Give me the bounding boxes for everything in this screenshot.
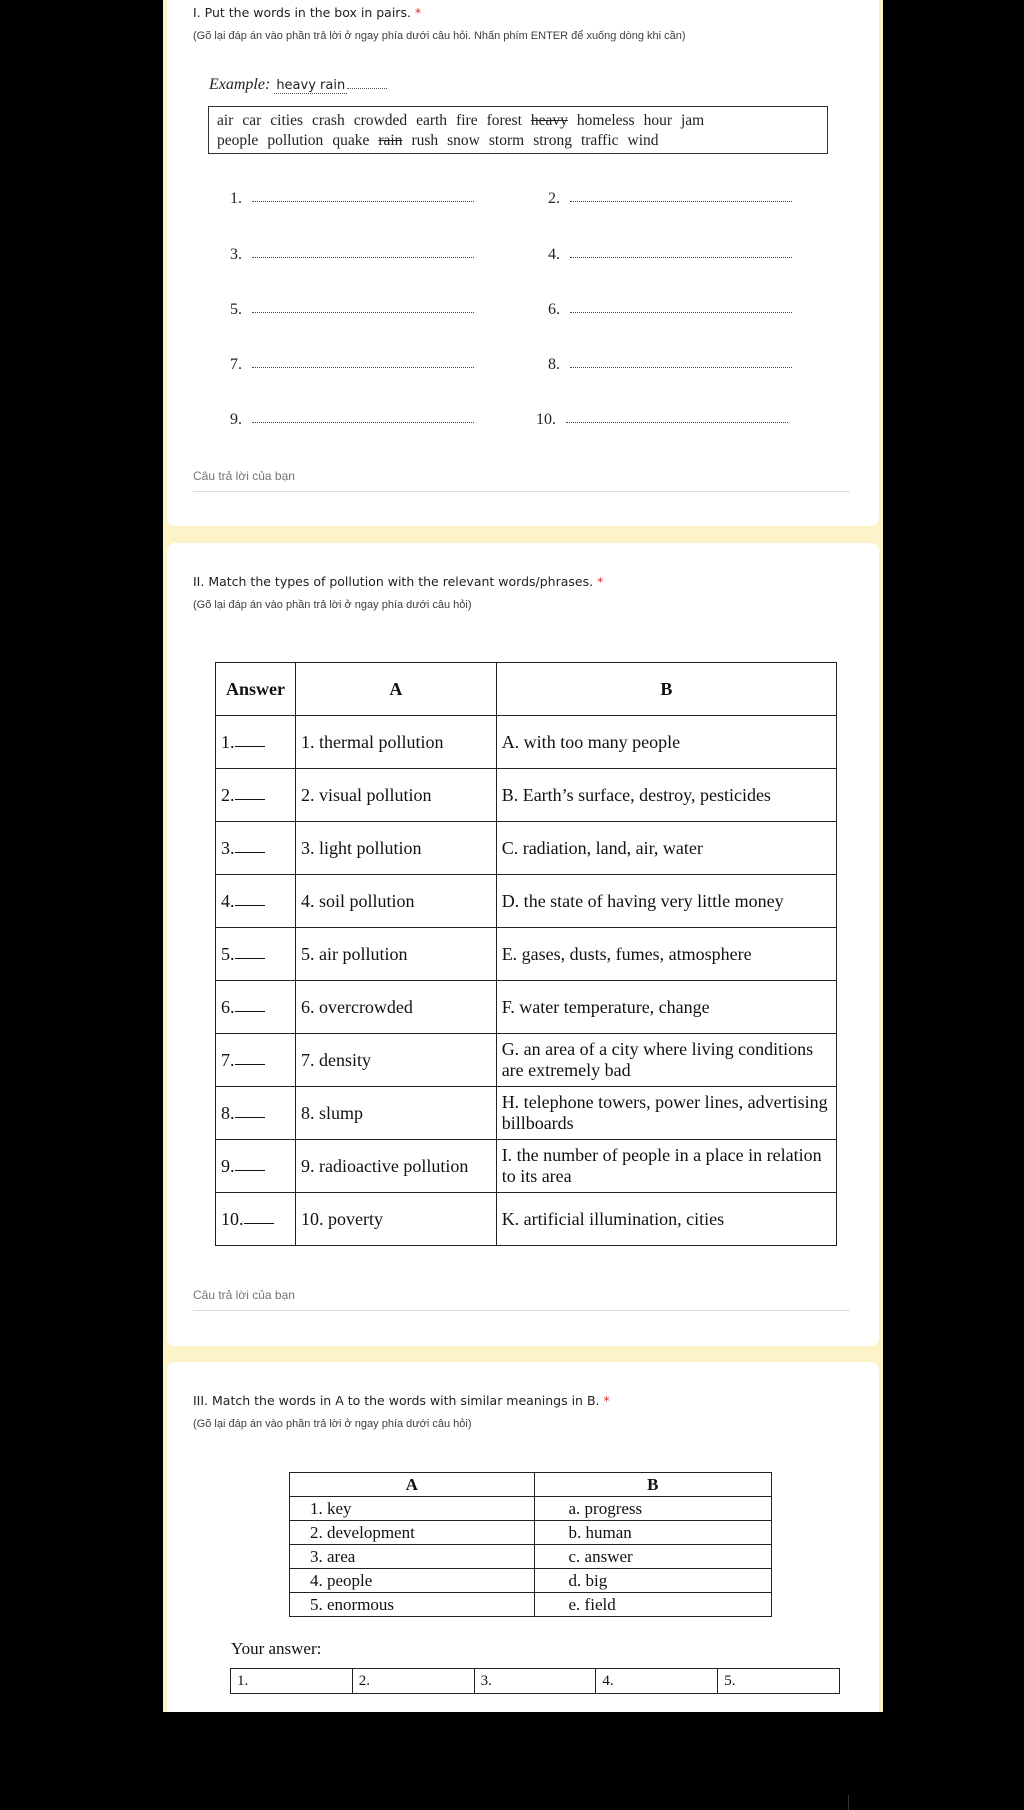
column-a-cell: 1. thermal pollution [295, 716, 496, 769]
table-row [290, 1593, 772, 1617]
answer-cell: 1. [216, 716, 296, 769]
blank-2: 2. [548, 190, 792, 208]
column-a-cell: 1. key [290, 1497, 535, 1521]
word-box-word: hour [643, 112, 672, 129]
column-a-cell: 10. poverty [295, 1193, 496, 1246]
header-a: A [290, 1473, 535, 1497]
header-answer: Answer [216, 663, 296, 716]
word-box-word: heavy [530, 112, 568, 129]
answer-cell: 3. [216, 822, 296, 875]
question-description: (Gõ lại đáp án vào phần trả lời ở ngay phía dưới câu hỏi) [193, 599, 472, 611]
table-row [216, 928, 837, 981]
header-a: A [295, 663, 496, 716]
blank-4: 4. [548, 246, 792, 264]
answer-input[interactable]: Câu trả lời của bạn [193, 1288, 295, 1302]
table-row [216, 716, 837, 769]
answer-cell: 4. [216, 875, 296, 928]
word-box-word: strong [533, 132, 572, 149]
word-box-word: forest [486, 112, 522, 129]
table-row [216, 1087, 837, 1140]
word-box-word: traffic [580, 132, 619, 149]
question-description: (Gõ lại đáp án vào phần trả lời ở ngay phía dưới câu hỏi. Nhấn phím ENTER để xuống dòng khi cần) [193, 30, 686, 42]
column-b-cell: C. radiation, land, air, water [496, 822, 836, 875]
question-description: (Gõ lại đáp án vào phần trả lời ở ngay phía dưới câu hỏi) [193, 1418, 472, 1430]
column-b-cell: e. field [534, 1593, 771, 1617]
header-b: B [534, 1473, 771, 1497]
column-a-cell: 6. overcrowded [295, 981, 496, 1034]
column-a-cell: 9. radioactive pollution [295, 1140, 496, 1193]
example-line [209, 76, 387, 94]
blank-5: 5. [230, 301, 474, 319]
column-b-cell: E. gases, dusts, fumes, atmosphere [496, 928, 836, 981]
answer-cell: 8. [216, 1087, 296, 1140]
column-a-cell: 4. soil pollution [295, 875, 496, 928]
blank-7: 7. [230, 356, 474, 374]
table-header-row [290, 1473, 772, 1497]
column-b-cell: B. Earth’s surface, destroy, pesticides [496, 769, 836, 822]
text-cursor [848, 1795, 849, 1810]
word-box-word: air [217, 112, 234, 129]
table-row [216, 875, 837, 928]
word-box-word: cities [270, 112, 303, 129]
column-b-cell: K. artificial illumination, cities [496, 1193, 836, 1246]
word-box-row-1 [217, 111, 819, 131]
word-box-word: car [242, 112, 262, 129]
table-row [290, 1545, 772, 1569]
word-box-word: pollution [267, 132, 324, 149]
column-b-cell: D. the state of having very little money [496, 875, 836, 928]
column-b-cell: a. progress [534, 1497, 771, 1521]
answer-slots-row [231, 1669, 840, 1694]
column-a-cell: 3. light pollution [295, 822, 496, 875]
word-box-word: jam [681, 112, 705, 129]
answer-underline [193, 491, 850, 492]
example-label: Example: [209, 76, 271, 93]
table-row [216, 822, 837, 875]
column-a-cell: 2. development [290, 1521, 535, 1545]
word-box-word: people [217, 132, 259, 149]
column-b-cell: G. an area of a city where living conditions are extremely bad [496, 1034, 836, 1087]
question-card-1 [167, 0, 879, 526]
word-box [208, 106, 828, 154]
blank-10: 10. [536, 411, 788, 429]
column-b-cell: d. big [534, 1569, 771, 1593]
blank-6: 6. [548, 301, 792, 319]
similar-meaning-table [289, 1472, 772, 1617]
column-b-cell: A. with too many people [496, 716, 836, 769]
answer-cell: 10. [216, 1193, 296, 1246]
header-b: B [496, 663, 836, 716]
answer-slot-3: 3. [474, 1669, 596, 1694]
answer-slot-5: 5. [718, 1669, 840, 1694]
column-a-cell: 8. slump [295, 1087, 496, 1140]
table-row [216, 1140, 837, 1193]
answer-slot-2: 2. [352, 1669, 474, 1694]
column-a-cell: 2. visual pollution [295, 769, 496, 822]
word-box-word: snow [447, 132, 480, 149]
word-box-row-2 [217, 131, 819, 151]
word-box-word: fire [456, 112, 478, 129]
example-answer: heavy rain [276, 78, 346, 93]
answer-slot-4: 4. [596, 1669, 718, 1694]
column-a-cell: 7. density [295, 1034, 496, 1087]
blank-9: 9. [230, 411, 474, 429]
word-box-word: storm [488, 132, 525, 149]
table-row [216, 769, 837, 822]
blank-1: 1. [230, 190, 474, 208]
word-box-word: crash [312, 112, 345, 129]
column-a-cell: 5. enormous [290, 1593, 535, 1617]
word-box-word: quake [332, 132, 370, 149]
table-row [216, 1193, 837, 1246]
answer-cell: 2. [216, 769, 296, 822]
your-answer-table [230, 1668, 840, 1694]
column-b-cell: H. telephone towers, power lines, advertising billboards [496, 1087, 836, 1140]
blank-3: 3. [230, 246, 474, 264]
word-box-word: earth [416, 112, 448, 129]
column-b-cell: b. human [534, 1521, 771, 1545]
table-row [216, 1034, 837, 1087]
question-title: I. Put the words in the box in pairs. * [193, 5, 422, 20]
answer-cell: 7. [216, 1034, 296, 1087]
question-title: II. Match the types of pollution with the relevant words/phrases. * [193, 574, 604, 589]
answer-slot-1: 1. [231, 1669, 353, 1694]
answer-cell: 9. [216, 1140, 296, 1193]
table-row [290, 1521, 772, 1545]
pollution-match-table [215, 662, 837, 1246]
question-card-2 [167, 543, 879, 1346]
word-box-word: wind [627, 132, 659, 149]
table-row [290, 1497, 772, 1521]
column-b-cell: I. the number of people in a place in relation to its area [496, 1140, 836, 1193]
column-a-cell: 4. people [290, 1569, 535, 1593]
word-box-word: homeless [576, 112, 635, 129]
table-row [216, 981, 837, 1034]
your-answer-label: Your answer: [231, 1639, 322, 1658]
question-title: III. Match the words in A to the words with similar meanings in B. * [193, 1393, 610, 1408]
table-row [290, 1569, 772, 1593]
column-a-cell: 3. area [290, 1545, 535, 1569]
answer-cell: 6. [216, 981, 296, 1034]
table-header-row [216, 663, 837, 716]
column-b-cell: c. answer [534, 1545, 771, 1569]
blank-8: 8. [548, 356, 792, 374]
word-box-word: rush [411, 132, 439, 149]
column-b-cell: F. water temperature, change [496, 981, 836, 1034]
answer-cell: 5. [216, 928, 296, 981]
answer-underline [193, 1310, 850, 1311]
column-a-cell: 5. air pollution [295, 928, 496, 981]
word-box-word: rain [378, 132, 403, 149]
answer-input[interactable]: Câu trả lời của bạn [193, 469, 295, 483]
word-box-word: crowded [353, 112, 408, 129]
